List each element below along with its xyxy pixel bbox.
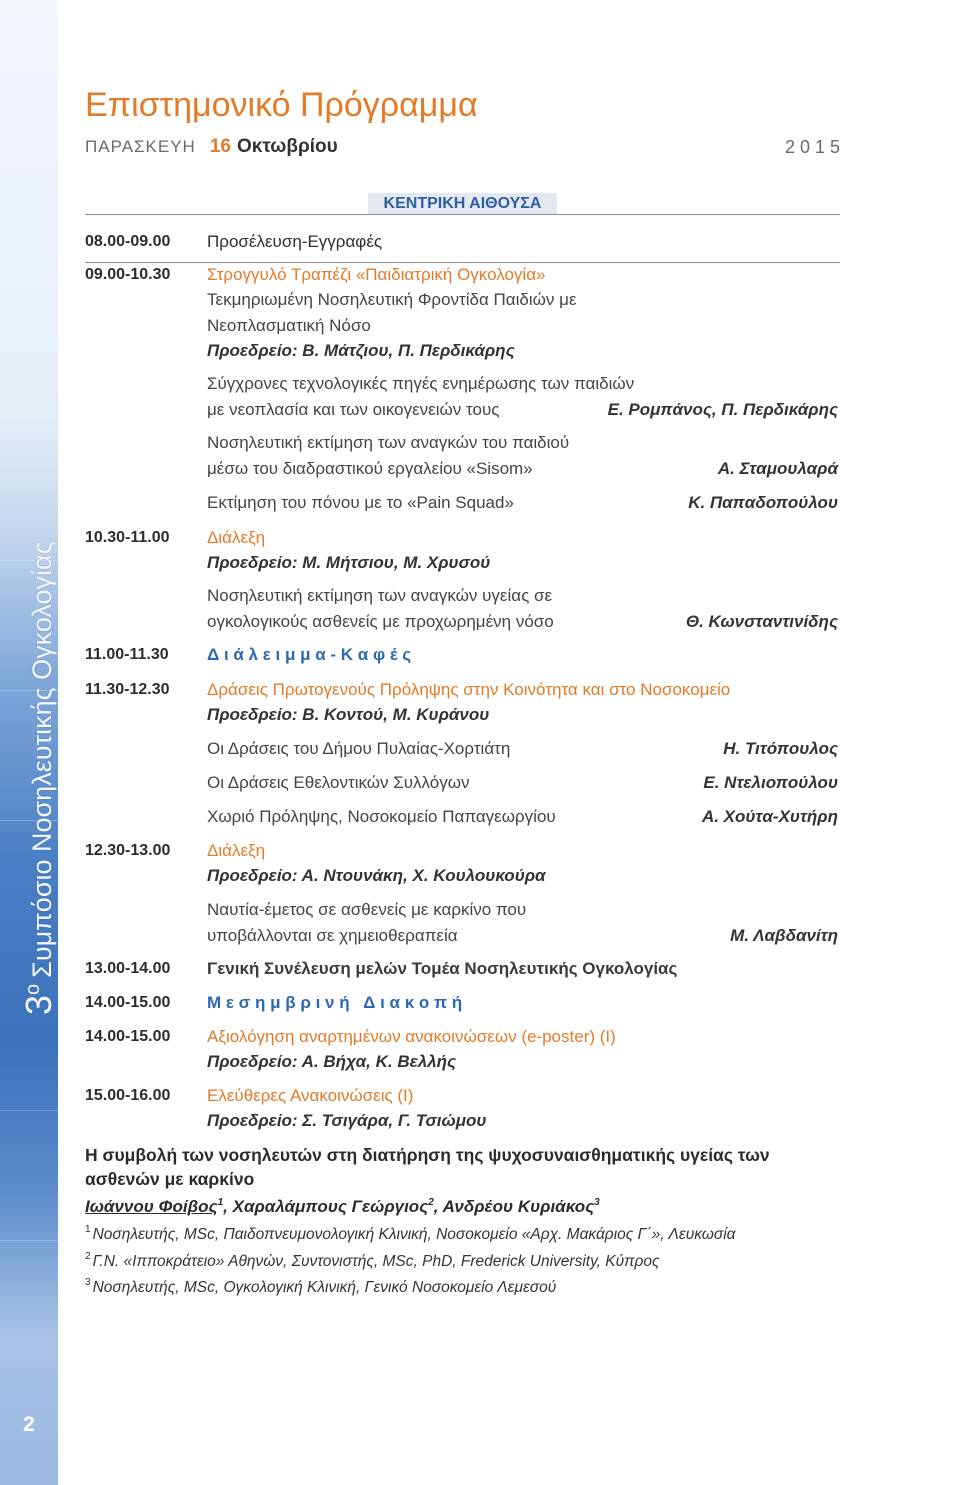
author-separator: , bbox=[433, 1197, 443, 1216]
session-title: Δράσεις Πρωτογενούς Πρόληψης στην Κοινότητα και στο Νοσοκομείο bbox=[207, 680, 731, 699]
session-time: 11.30-12.30 bbox=[85, 681, 170, 698]
session-title: Διάλεξη bbox=[207, 528, 266, 547]
session-chairs: Προεδρείο: Β. Μάτζιου, Π. Περδικάρης bbox=[207, 341, 515, 360]
session-time: 15.00-16.00 bbox=[85, 1087, 171, 1104]
session-chairs: Προεδρείο: Α. Βήχα, Κ. Βελλής bbox=[207, 1052, 457, 1071]
affiliation-mark: 1 bbox=[85, 1224, 91, 1235]
talk-title: Ναυτία-έμετος σε ασθενείς με καρκίνο που bbox=[207, 900, 527, 919]
divider bbox=[85, 262, 840, 263]
talk-speaker: Κ. Παπαδοπούλου bbox=[688, 493, 838, 512]
author-name: Ανδρέου Κυριάκος bbox=[442, 1197, 595, 1216]
author-separator: , bbox=[223, 1197, 233, 1216]
affiliation-text: Νοσηλευτής, MSc, Παιδοπνευμονολογική Κλινική, Νοσοκομείο «Αρχ. Μακάριος Γ΄», Λευκωσία bbox=[92, 1226, 736, 1243]
talk-speaker: Θ. Κωνσταντινίδης bbox=[685, 612, 838, 631]
affiliation-mark: 3 bbox=[85, 1277, 91, 1288]
talk-title: μέσω του διαδραστικού εργαλείου «Sisom» bbox=[207, 459, 533, 478]
author-affiliation-mark: 3 bbox=[594, 1197, 600, 1208]
year: 2 0 1 5 bbox=[784, 137, 840, 157]
talk-title: Νοσηλευτική εκτίμηση των αναγκών υγείας σε bbox=[207, 586, 553, 605]
talk-speaker: Α. Χούτα-Χυτήρη bbox=[701, 807, 838, 826]
session-title: Αξιολόγηση αναρτημένων ανακοινώσεων (e-poster) (Ι) bbox=[207, 1027, 616, 1046]
talk-speaker: Μ. Λαβδανίτη bbox=[730, 926, 838, 945]
talk-speaker: Ε. Ρομπάνος, Π. Περδικάρης bbox=[607, 400, 838, 419]
session-subtitle: Τεκμηριωμένη Νοσηλευτική Φροντίδα Παιδιών με bbox=[207, 290, 577, 309]
date-line bbox=[85, 135, 840, 159]
talk-title: ογκολογικούς ασθενείς με προχωρημένη νόσο bbox=[207, 612, 554, 631]
author-affiliation-mark: 2 bbox=[428, 1197, 434, 1208]
session-title: Διάλεξη bbox=[207, 841, 266, 860]
talk-title: υποβάλλονται σε χημειοθεραπεία bbox=[207, 926, 458, 945]
symposium-number: 3 bbox=[18, 994, 59, 1015]
affiliation-text: Νοσηλευτής, MSc, Ογκολογική Κλινική, Γενικό Νοσοκομείο Λεμεσού bbox=[92, 1279, 557, 1296]
session-title: Γενική Συνέλευση μελών Τομέα Νοσηλευτικής Ογκολογίας bbox=[207, 959, 678, 978]
talk-title: Οι Δράσεις του Δήμου Πυλαίας-Χορτιάτη bbox=[207, 739, 511, 758]
author-affiliation-mark: 1 bbox=[217, 1197, 224, 1208]
page-number: 2 bbox=[23, 1413, 35, 1436]
symposium-ordinal: ο bbox=[22, 983, 44, 995]
hall-label: ΚΕΝΤΡΙΚΗ ΑΙΘΟΥΣΑ bbox=[368, 193, 557, 214]
abstract-title: Η συμβολή των νοσηλευτών στη διατήρηση της ψυχοσυναισθηματικής υγείας των bbox=[85, 1145, 770, 1165]
lunch-break: Μ ε σ η μ β ρ ι ν ή Δ ι α κ ο π ή bbox=[207, 993, 463, 1012]
session-title: Προσέλευση-Εγγραφές bbox=[207, 232, 383, 251]
session-time: 14.00-15.00 bbox=[85, 1028, 171, 1045]
divider bbox=[85, 214, 840, 215]
author-name: Χαραλάμπους Γεώργιος bbox=[232, 1197, 429, 1216]
session-chairs: Προεδρείο: Σ. Τσιγάρα, Γ. Τσιώμου bbox=[207, 1111, 487, 1130]
sidebar-vein bbox=[0, 1240, 58, 1241]
symposium-vertical-title bbox=[11, 475, 59, 1015]
affiliation bbox=[85, 1278, 556, 1298]
affiliation-text: Γ.Ν. «Ιπποκράτειο» Αθηνών, Συντονιστής, MSc, PhD, Frederick University, Κύπρος bbox=[92, 1253, 660, 1270]
symposium-name: Συμπόσιο Νοσηλευτικής Ογκολογίας bbox=[27, 541, 57, 978]
talk-speaker: Ε. Ντελιοπούλου bbox=[703, 773, 838, 792]
talk-title: Εκτίμηση του πόνου με το «Pain Squad» bbox=[207, 493, 514, 512]
page-title: Επιστημονικό Πρόγραμμα bbox=[85, 86, 478, 124]
day-number: 16 bbox=[209, 136, 231, 157]
talk-title: Σύγχρονες τεχνολογικές πηγές ενημέρωσης των παιδιών bbox=[207, 374, 635, 393]
talk-speaker: Η. Τιτόπουλος bbox=[723, 739, 838, 758]
affiliation-mark: 2 bbox=[85, 1251, 91, 1262]
talk-speaker: Α. Σταμουλαρά bbox=[717, 459, 838, 478]
month: Οκτωβρίου bbox=[236, 136, 338, 157]
session-chairs: Προεδρείο: Β. Κοντού, Μ. Κυράνου bbox=[207, 705, 490, 724]
abstract-title: ασθενών με καρκίνο bbox=[85, 1169, 255, 1189]
affiliation bbox=[85, 1252, 660, 1272]
coffee-break: Δ ι ά λ ε ι μ μ α - Κ α φ έ ς bbox=[207, 645, 412, 664]
session-title: Στρογγυλό Τραπέζι «Παιδιατρική Ογκολογία» bbox=[207, 265, 546, 284]
session-time: 14.00-15.00 bbox=[85, 994, 171, 1011]
talk-title: με νεοπλασία και των οικογενειών τους bbox=[207, 400, 500, 419]
session-chairs: Προεδρείο: Μ. Μήτσιου, Μ. Χρυσού bbox=[207, 553, 491, 572]
session-subtitle: Νεοπλασματική Νόσο bbox=[207, 316, 371, 335]
session-time: 12.30-13.00 bbox=[85, 842, 171, 859]
author-list bbox=[85, 1196, 600, 1218]
session-time: 11.00-11.30 bbox=[85, 646, 169, 663]
talk-title: Οι Δράσεις Εθελοντικών Συλλόγων bbox=[207, 773, 470, 792]
session-time: 09.00-10.30 bbox=[85, 266, 171, 283]
affiliation bbox=[85, 1225, 736, 1245]
session-chairs: Προεδρείο: Α. Ντουνάκη, Χ. Κουλουκούρα bbox=[207, 866, 546, 885]
sidebar-vein bbox=[0, 1110, 58, 1111]
author-name: Ιωάννου Φοίβος bbox=[85, 1197, 218, 1216]
talk-title: Νοσηλευτική εκτίμηση των αναγκών του παιδιού bbox=[207, 433, 570, 452]
session-time: 10.30-11.00 bbox=[85, 529, 170, 546]
session-time: 13.00-14.00 bbox=[85, 960, 171, 977]
talk-title: Χωριό Πρόληψης, Νοσοκομείο Παπαγεωργίου bbox=[207, 807, 556, 826]
session-title: Ελεύθερες Ανακοινώσεις (Ι) bbox=[207, 1086, 414, 1105]
weekday: ΠΑΡΑΣΚΕΥΗ bbox=[85, 137, 196, 156]
session-time: 08.00-09.00 bbox=[85, 233, 171, 250]
